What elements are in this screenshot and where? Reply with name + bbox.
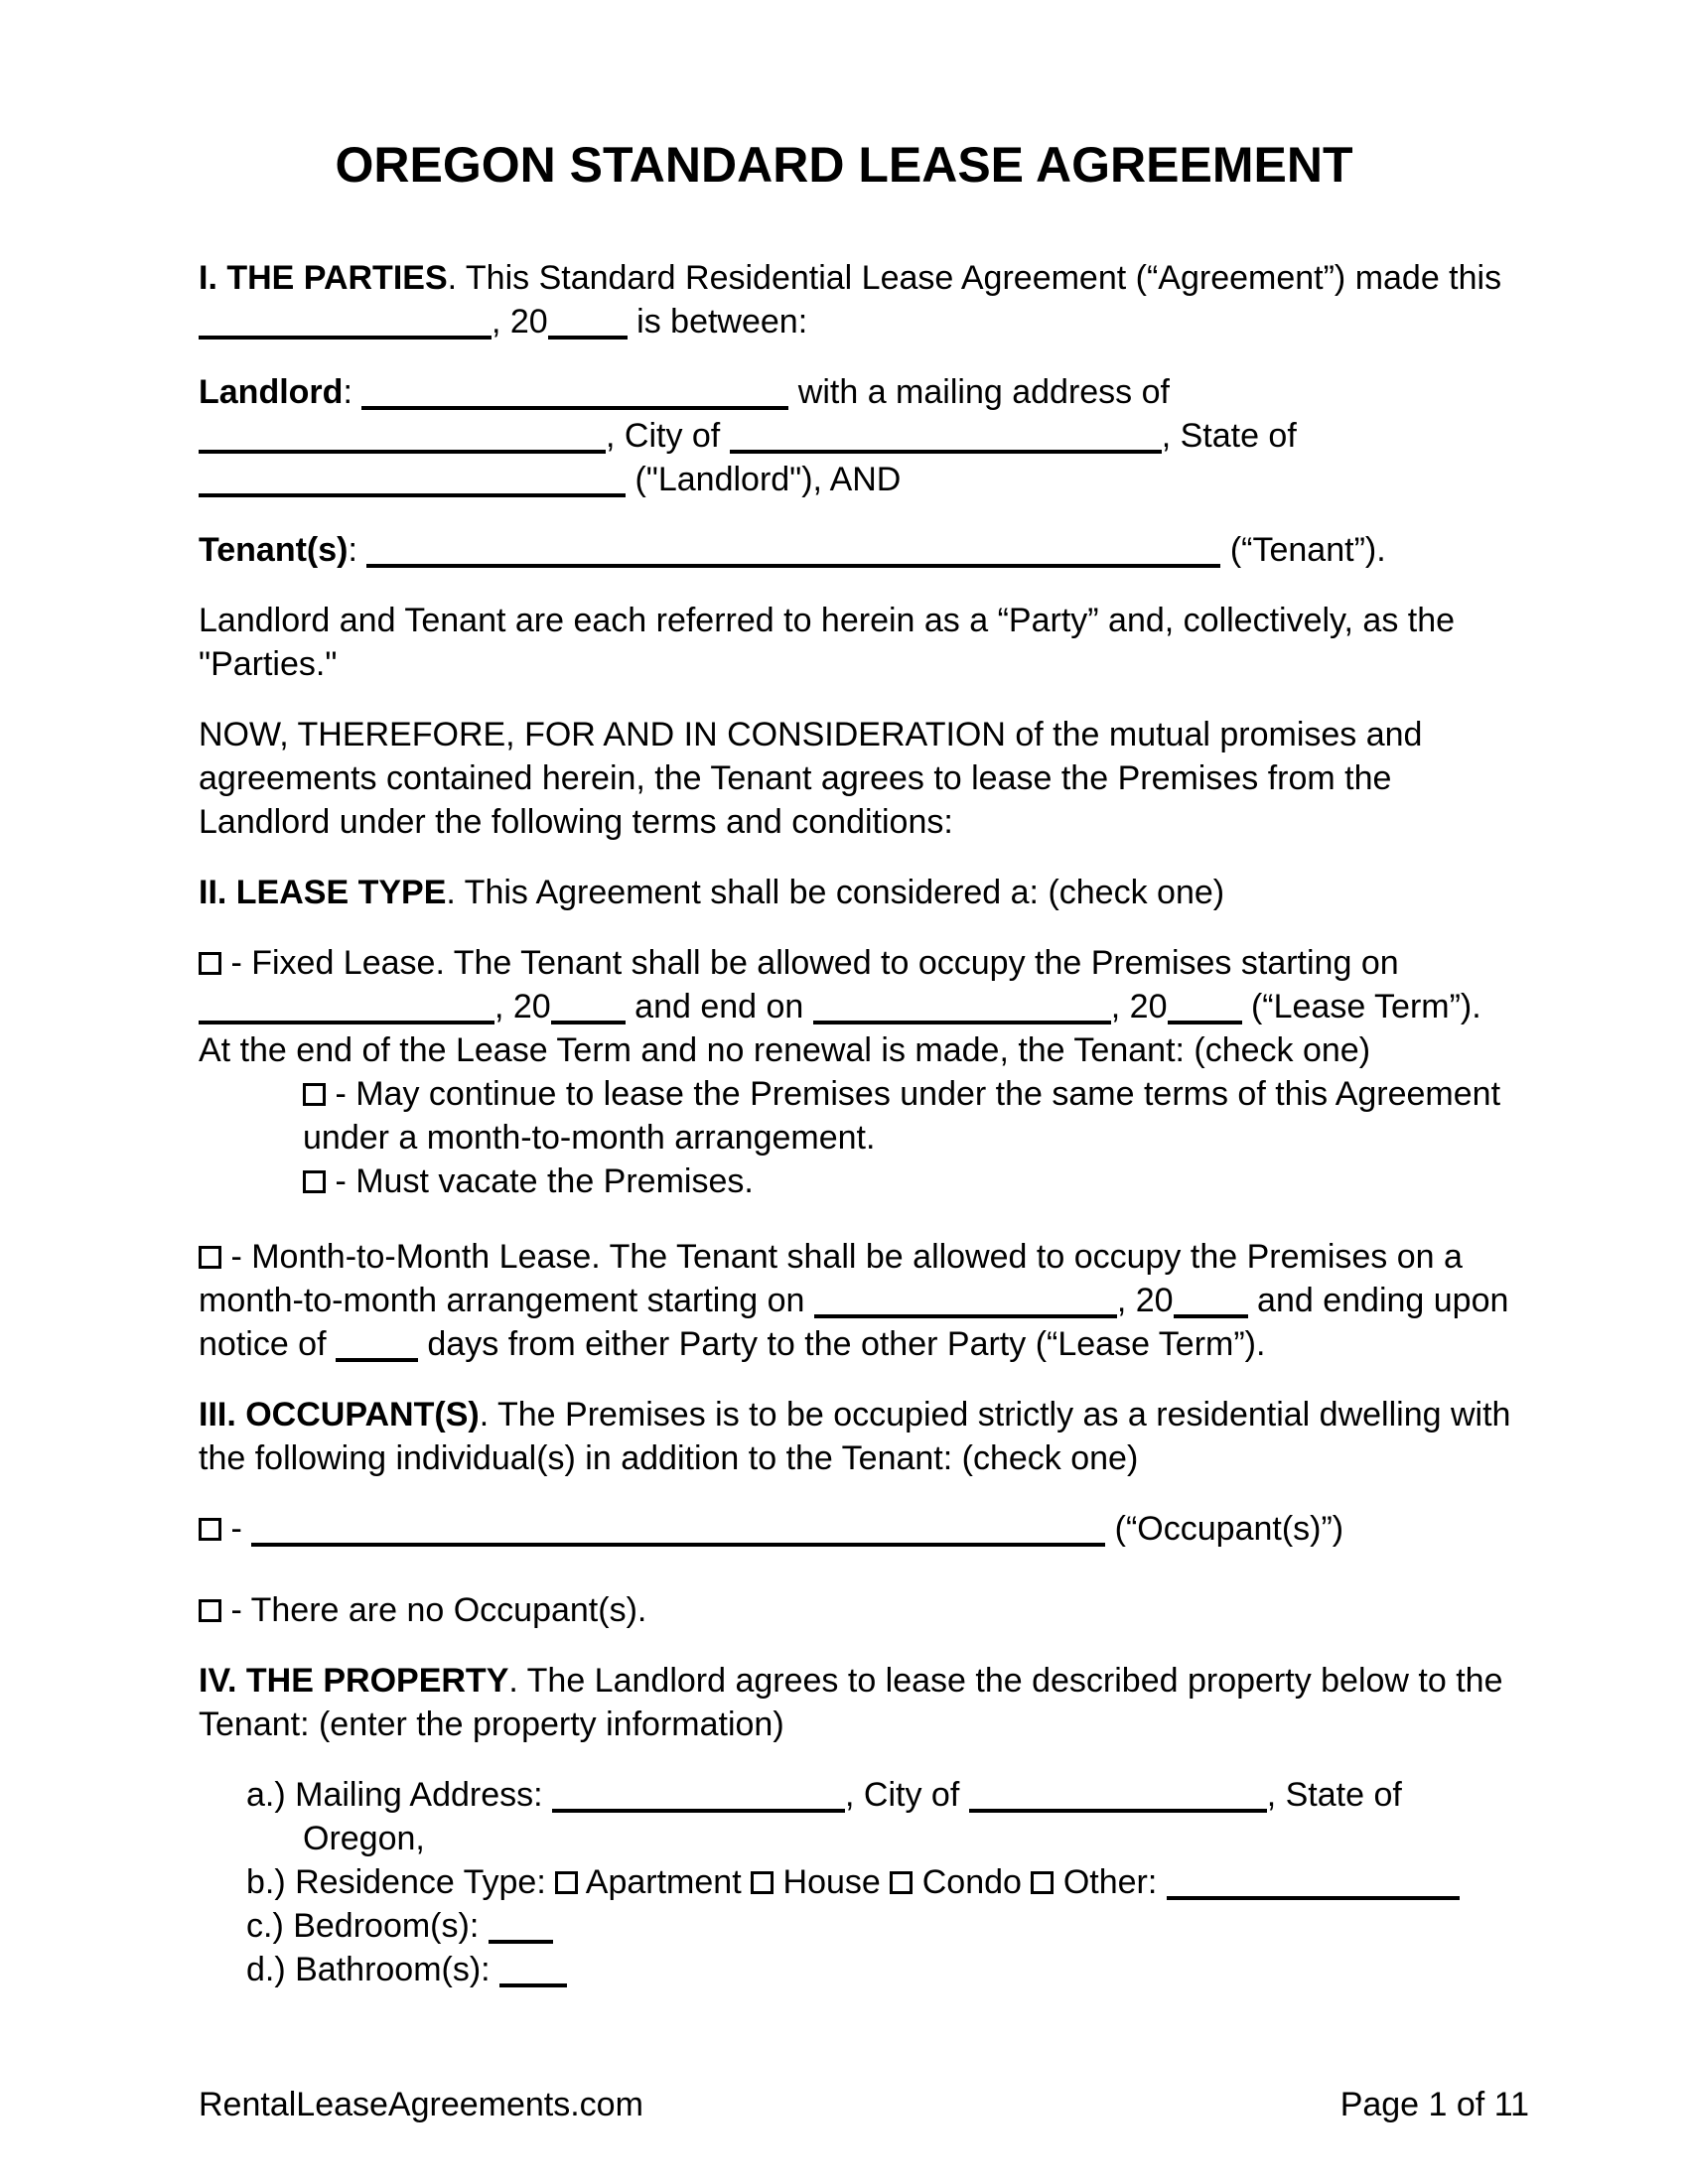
blank-agreement-day[interactable]	[199, 326, 492, 340]
footer-site-link[interactable]: RentalLeaseAgreements.com	[199, 2086, 643, 2123]
property-item-bathrooms: d.) Bathroom(s):	[199, 1948, 1489, 1991]
footer-page-number: Page 1 of 11	[1339, 2086, 1529, 2123]
checkbox-type-condo[interactable]	[890, 1871, 913, 1894]
section-2-lease-type-heading: II. LEASE TYPE	[199, 874, 447, 911]
blank-m2m-notice-days[interactable]	[336, 1348, 418, 1362]
page-title: OREGON STANDARD LEASE AGREEMENT	[335, 137, 1353, 193]
section-1-parties: I. THE PARTIES. This Standard Residential Lease Agreement (“Agreement”) made this , 20 is between:	[199, 259, 1502, 341]
section-4-property-heading: IV. THE PROPERTY	[199, 1662, 509, 1700]
blank-agreement-year[interactable]	[548, 326, 628, 340]
tenant-clause-heading: Tenant(s)	[199, 531, 349, 569]
blank-fixed-end-date[interactable]	[813, 1011, 1111, 1024]
blank-m2m-start-date[interactable]	[814, 1304, 1117, 1318]
checkbox-type-other[interactable]	[1031, 1871, 1054, 1894]
section-3-occupants-heading: III. OCCUPANT(S)	[199, 1396, 480, 1433]
checkbox-occupants-named[interactable]	[199, 1518, 221, 1541]
blank-type-other-text[interactable]	[1167, 1886, 1460, 1900]
occupants-none-option: - There are no Occupant(s).	[199, 1588, 1489, 1632]
fixed-lease-option-continue: - May continue to lease the Premises under the same terms of this Agreement under a month-to-month arrangement.	[303, 1075, 1501, 1157]
property-item-mailing-address: a.) Mailing Address: , City of , State of Oregon,	[246, 1776, 1402, 1857]
blank-landlord-city[interactable]	[730, 440, 1162, 454]
blank-landlord-state[interactable]	[199, 483, 626, 497]
page-footer	[199, 2083, 1529, 2126]
checkbox-occupants-none[interactable]	[199, 1599, 221, 1622]
occupants-named-option: - (“Occupant(s)”)	[199, 1507, 1489, 1551]
month-to-month-option: - Month-to-Month Lease. The Tenant shall be allowed to occupy the Premises on a month-to-month arrangement starting on , 20 and ending upon notice of days from either Party to the other Party (“Lease Term”).	[199, 1238, 1509, 1363]
checkbox-month-to-month[interactable]	[199, 1246, 221, 1269]
blank-landlord-address[interactable]	[199, 440, 606, 454]
blank-m2m-start-year[interactable]	[1174, 1304, 1248, 1318]
checkbox-option-continue[interactable]	[303, 1083, 326, 1106]
checkbox-fixed-lease[interactable]	[199, 952, 221, 975]
landlord-clause-heading: Landlord	[199, 373, 344, 411]
blank-bedrooms[interactable]	[489, 1930, 553, 1944]
parties-reference: Landlord and Tenant are each referred to herein as a “Party” and, collectively, as the "Parties."	[199, 602, 1456, 683]
document-content	[199, 137, 1511, 2018]
section-1-parties-heading: I. THE PARTIES	[199, 259, 448, 297]
checkbox-type-apartment[interactable]	[555, 1871, 578, 1894]
fixed-lease-option: - Fixed Lease. The Tenant shall be allowed to occupy the Premises starting on , 20 and end on , 20 (“Lease Term”). At the end of the Lease Term and no renewal is made, the Tenant: (check one)	[199, 944, 1481, 1069]
section-3-occupants: III. OCCUPANT(S). The Premises is to be occupied strictly as a residential dwelling with the following individual(s) in addition to the Tenant: (check one)	[199, 1396, 1511, 1477]
blank-landlord-name[interactable]	[361, 396, 788, 410]
landlord-clause: Landlord: with a mailing address of , City of , State of ("Landlord"), AND	[199, 373, 1297, 498]
checkbox-type-house[interactable]	[751, 1871, 774, 1894]
section-2-lease-type: II. LEASE TYPE. This Agreement shall be considered a: (check one)	[199, 874, 1225, 911]
tenant-clause: Tenant(s): (“Tenant”).	[199, 531, 1386, 569]
property-item-bedrooms: c.) Bedroom(s):	[199, 1904, 1489, 1948]
property-item-residence-type: b.) Residence Type: Apartment House Condo Other:	[199, 1860, 1489, 1904]
blank-fixed-start-year[interactable]	[551, 1011, 626, 1024]
fixed-lease-option-vacate: - Must vacate the Premises.	[199, 1160, 1489, 1203]
blank-property-city[interactable]	[969, 1799, 1267, 1813]
blank-bathrooms[interactable]	[499, 1974, 567, 1987]
blank-fixed-start-date[interactable]	[199, 1011, 494, 1024]
blank-tenant-names[interactable]	[366, 554, 1220, 568]
section-4-property: IV. THE PROPERTY. The Landlord agrees to lease the described property below to the Tenant: (enter the property information)	[199, 1662, 1503, 1743]
checkbox-option-vacate[interactable]	[303, 1170, 326, 1193]
blank-occupant-names[interactable]	[251, 1533, 1105, 1547]
blank-property-address[interactable]	[552, 1799, 845, 1813]
blank-fixed-end-year[interactable]	[1168, 1011, 1242, 1024]
consideration-clause: NOW, THEREFORE, FOR AND IN CONSIDERATION of the mutual promises and agreements contained herein, the Tenant agrees to lease the Premises from the Landlord under the following terms and conditions:	[199, 716, 1423, 841]
document-body	[199, 256, 1511, 1991]
